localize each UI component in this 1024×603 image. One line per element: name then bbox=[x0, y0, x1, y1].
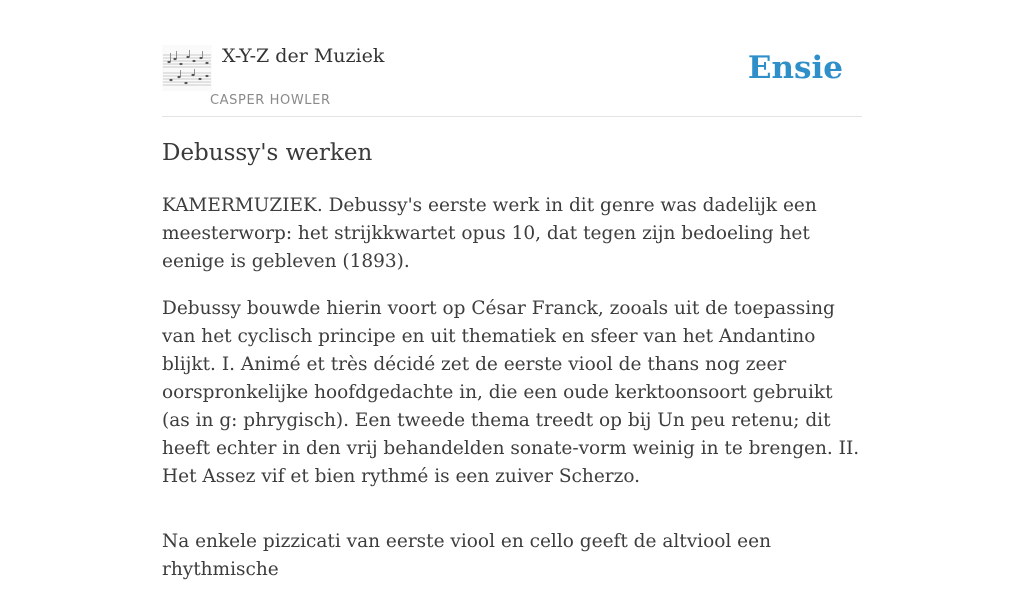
site-header bbox=[162, 40, 862, 117]
book-title[interactable]: X-Y-Z der Muziek bbox=[222, 45, 385, 67]
sheet-music-icon bbox=[162, 45, 212, 91]
article-title: Debussy's werken bbox=[162, 140, 373, 166]
brand-logo[interactable]: Ensie bbox=[747, 50, 843, 86]
paragraph: KAMERMUZIEK. Debussy's eerste werk in dit genre was dadelijk een meesterworp: het strijkkwartet opus 10, dat tegen zijn bedoeling het eenige is gebleven (1893). bbox=[162, 195, 817, 272]
paragraph: Na enkele pizzicati van eerste viool en cello geeft de altviool een rhythmische bbox=[162, 531, 771, 580]
paragraph: Debussy bouwde hierin voort op César Franck, zooals uit de toepassing van het cyclisch principe en uit thematiek en sfeer van het Andantino blijkt. I. Animé et très décidé zet de eerste viool de thans nog zeer oorspronkelijke hoofdgedachte in, die een oude kerktoonsoort gebruikt (as in g: phrygisch). Een tweede thema treedt op bij Un peu retenu; dit heeft echter in den vrij behandelden sonate-vorm weinig in te brengen. II. Het Assez vif et bien rythmé is een zuiver Scherzo. bbox=[162, 298, 860, 487]
author-name[interactable]: CASPER HOWLER bbox=[210, 93, 331, 108]
article-body bbox=[162, 192, 862, 603]
